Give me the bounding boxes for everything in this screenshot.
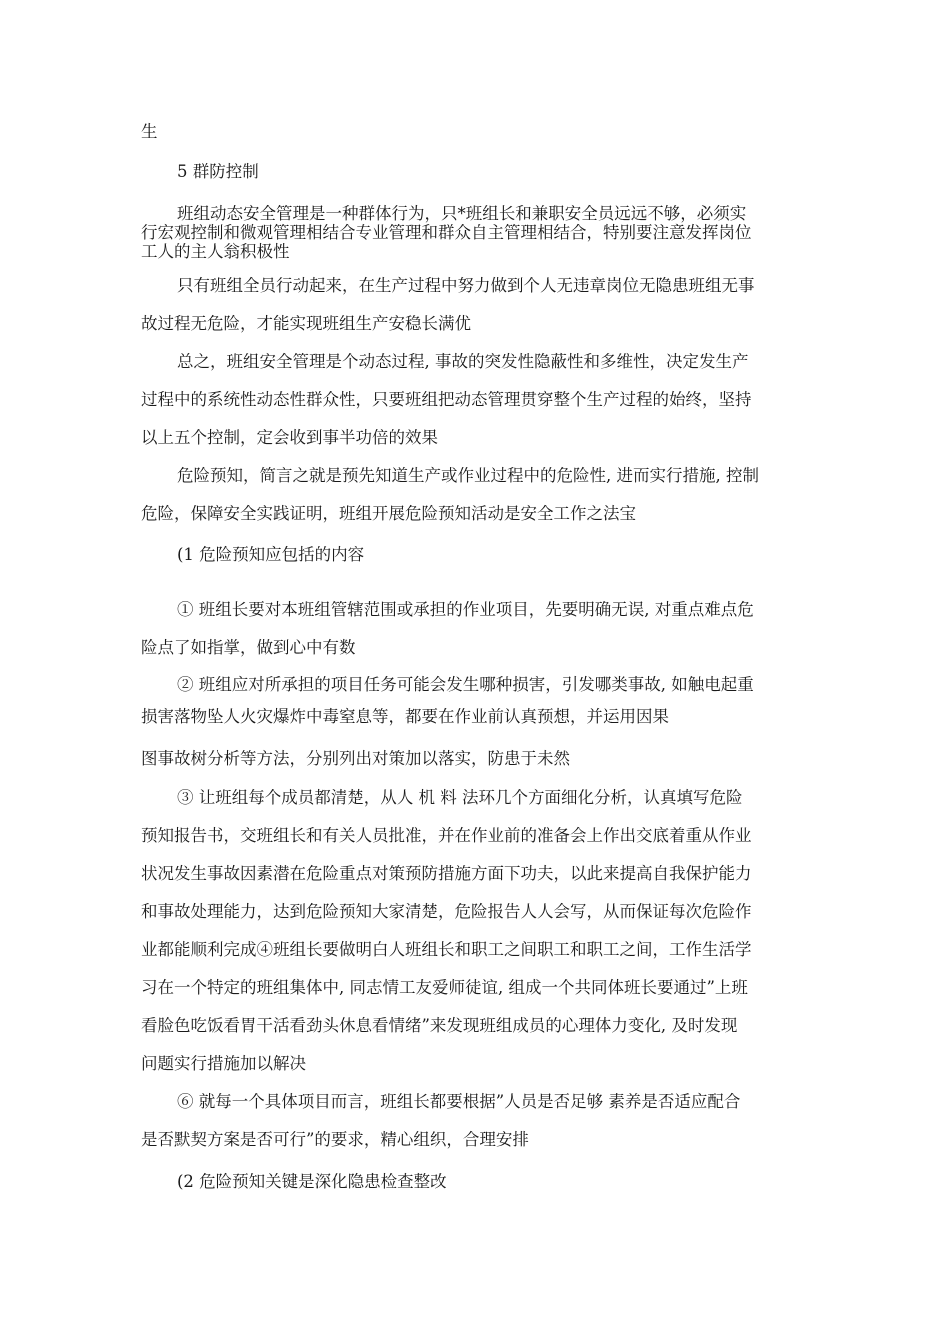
text-line: 业都能顺利完成④班组长要做明白人班组长和职工之间职工和职工之间，工作生活学 xyxy=(141,940,752,959)
text-line: 问题实行措施加以解决 xyxy=(141,1054,306,1073)
subsection-heading: (2 危险预知关键是深化隐患检查整改 xyxy=(177,1172,447,1191)
text-line: 只有班组全员行动起来，在生产过程中努力做到个人无违章岗位无隐患班组无事 xyxy=(177,276,755,295)
text-line: 危险预知，简言之就是预先知道生产或作业过程中的危险性, 进而实行措施, 控制 xyxy=(177,466,759,485)
text-line: 故过程无危险，才能实现班组生产安稳长满优 xyxy=(141,314,471,333)
text-line: 生 xyxy=(141,122,158,141)
text-line: 过程中的系统性动态性群众性，只要班组把动态管理贯穿整个生产过程的始终，坚持 xyxy=(141,390,752,409)
text-line: ② 班组应对所承担的项目任务可能会发生哪种损害，引发哪类事故, 如触电起重 xyxy=(177,675,754,694)
text-line: ③ 让班组每个成员都清楚，从人 机 料 法环几个方面细化分析，认真填写危险 xyxy=(177,788,743,807)
text-line: 以上五个控制，定会收到事半功倍的效果 xyxy=(141,428,438,447)
text-line: 看脸色吃饭看胃干活看劲头休息看情绪”来发现班组成员的心理体力变化, 及时发现 xyxy=(141,1016,738,1035)
section-heading: 5 群防控制 xyxy=(177,162,259,181)
text-line: 总之，班组安全管理是个动态过程, 事故的突发性隐蔽性和多维性，决定发生产 xyxy=(177,352,749,371)
text-line: ① 班组长要对本班组管辖范围或承担的作业项目，先要明确无误, 对重点难点危 xyxy=(177,600,754,619)
text-line: 损害落物坠人火灾爆炸中毒窒息等，都要在作业前认真预想，并运用因果 xyxy=(141,707,669,726)
text-line: 行宏观控制和微观管理相结合专业管理和群众自主管理相结合，特别要注意发挥岗位 xyxy=(141,223,752,242)
text-line: 状况发生事故因素潜在危险重点对策预防措施方面下功夫，以此来提高自我保护能力 xyxy=(141,864,752,883)
text-line: 是否默契方案是否可行”的要求，精心组织，合理安排 xyxy=(141,1130,529,1149)
text-line: 危险，保障安全实践证明，班组开展危险预知活动是安全工作之法宝 xyxy=(141,504,636,523)
subsection-heading: (1 危险预知应包括的内容 xyxy=(177,545,365,564)
text-line: 工人的主人翁积极性 xyxy=(141,242,290,261)
text-line: 险点了如指掌，做到心中有数 xyxy=(141,638,356,657)
text-line: 预知报告书，交班组长和有关人员批准，并在作业前的准备会上作出交底着重从作业 xyxy=(141,826,752,845)
text-line: 和事故处理能力，达到危险预知大家清楚，危险报告人人会写，从而保证每次危险作 xyxy=(141,902,752,921)
text-line: 习在一个特定的班组集体中, 同志情工友爱师徒谊, 组成一个共同体班长要通过”上班 xyxy=(141,978,748,997)
text-line: ⑥ 就每一个具体项目而言，班组长都要根据”人员是否足够 素养是否适应配合 xyxy=(177,1092,741,1111)
text-line: 班组动态安全管理是一种群体行为，只*班组长和兼职安全员远远不够，必须实 xyxy=(177,204,747,223)
text-line: 图事故树分析等方法，分别列出对策加以落实，防患于未然 xyxy=(141,749,570,768)
